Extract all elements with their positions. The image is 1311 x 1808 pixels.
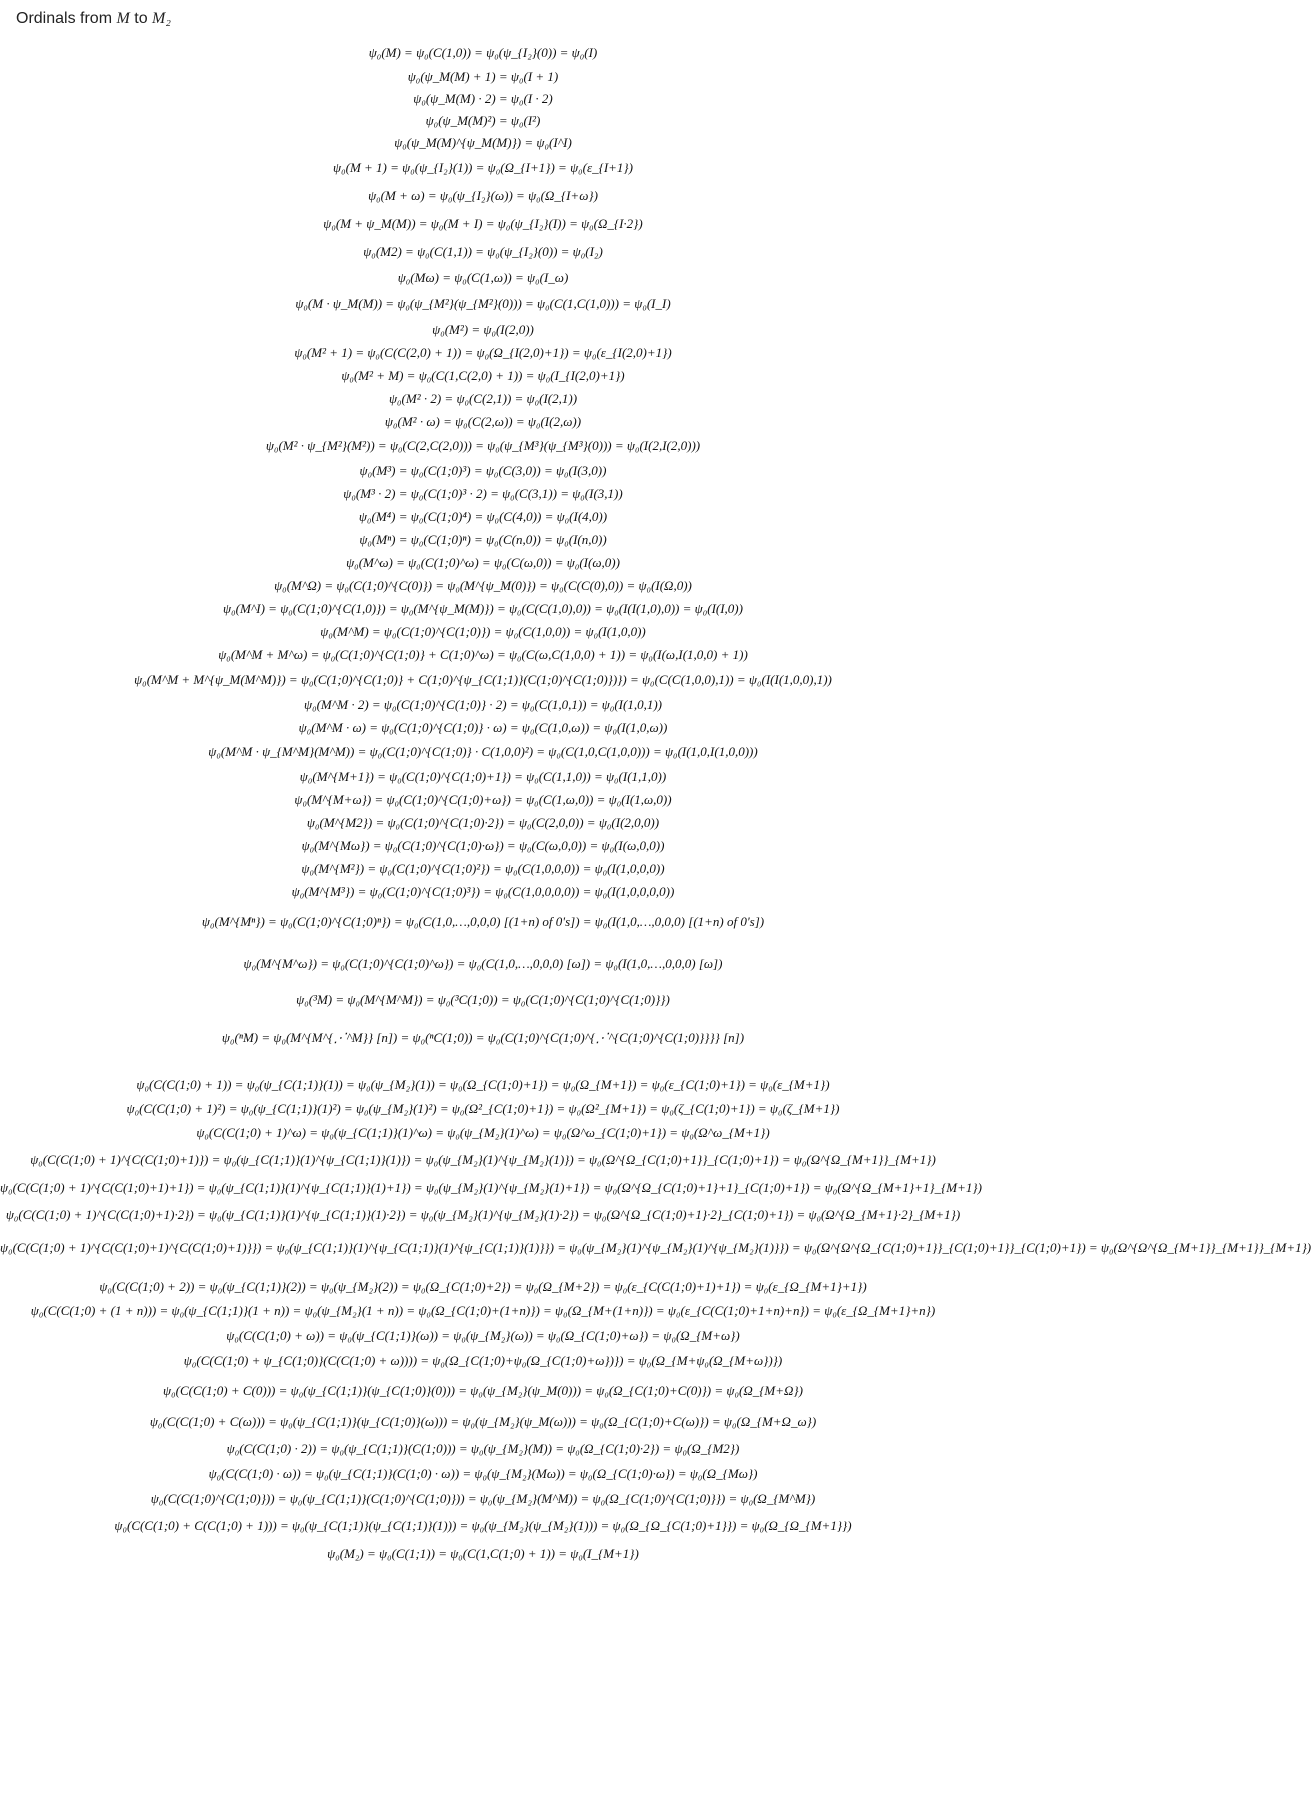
equation-line: ψ₀(M^M + M^ω) = ψ₀(C(1;0)^{C(1;0)} + C(1;0)^ω) = ψ₀(C(ω,C(1,0,0) + 1)) = ψ₀(I(ω,I(1,0,0) + 1)) (218, 647, 748, 662)
equation-line: ψ₀(C(C(1;0) + 1)^{C(C(1;0)+1)^{C(C(1;0)+1)}}) = ψ₀(ψ_{C(1;1)}(1)^{ψ_{C(1;1)}(1)^{ψ_{C(1;1)}(1)}}) = ψ₀(ψ_{M₂}(1)^{ψ_{M₂}(1)^{ψ_{M₂}(1)}}) = ψ₀(Ω^{Ω^{Ω_{C(1;0)+1}}_{C(1;0)+1}}_{C(1;0)+1}) = ψ₀(Ω^{Ω^{Ω_{M+1}}_{M+1}}_{M+1}) (0, 1240, 1311, 1255)
equation-line: ψ₀(M^Ω) = ψ₀(C(1;0)^{C(0)}) = ψ₀(M^{ψ_M(0)}) = ψ₀(C(C(0),0)) = ψ₀(I(Ω,0)) (274, 578, 692, 593)
equation-line: ψ₀(M^M + M^{ψ_M(M^M)}) = ψ₀(C(1;0)^{C(1;0)} + C(1;0)^{ψ_{C(1;1)}(C(1;0)^{C(1;0)})}) = ψ₀(C(C(1,0,0),1)) = ψ₀(I(I(1,0,0),1)) (134, 672, 832, 687)
equation-line: ψ₀(C(C(1;0) + ω)) = ψ₀(ψ_{C(1;1)}(ω)) = ψ₀(ψ_{M₂}(ω)) = ψ₀(Ω_{C(1;0)+ω}) = ψ₀(Ω_{M+ω}) (226, 1328, 740, 1343)
equation-line: ψ₀(C(C(1;0) + C(C(1;0) + 1))) = ψ₀(ψ_{C(1;1)}(ψ_{C(1;1)}(1))) = ψ₀(ψ_{M₂}(ψ_{M₂}(1))) = ψ₀(Ω_{Ω_{C(1;0)+1}}) = ψ₀(Ω_{Ω_{M+1}}) (114, 1518, 852, 1533)
equation-line: ψ₀(C(C(1;0) + 1)^{C(C(1;0)+1)}) = ψ₀(ψ_{C(1;1)}(1)^{ψ_{C(1;1)}(1)}) = ψ₀(ψ_{M₂}(1)^{ψ_{M₂}(1)}) = ψ₀(Ω^{Ω_{C(1;0)+1}}_{C(1;0)+1}) = ψ₀(Ω^{Ω_{M+1}}_{M+1}) (30, 1152, 936, 1167)
equation-line: ψ₀(C(C(1;0) + 1)²) = ψ₀(ψ_{C(1;1)}(1)²) = ψ₀(ψ_{M₂}(1)²) = ψ₀(Ω²_{C(1;0)+1}) = ψ₀(Ω²_{M+1}) = ψ₀(ζ_{C(1;0)+1}) = ψ₀(ζ_{M+1}) (126, 1101, 840, 1116)
equation-line: ψ₀(M + 1) = ψ₀(ψ_{I₂}(1)) = ψ₀(Ω_{I+1}) = ψ₀(ε_{I+1}) (333, 160, 633, 175)
equation-line: ψ₀(M² + M) = ψ₀(C(1,C(2,0) + 1)) = ψ₀(I_{I(2,0)+1}) (341, 368, 625, 383)
equation-line: ψ₀(C(C(1;0) + (1 + n))) = ψ₀(ψ_{C(1;1)}(1 + n)) = ψ₀(ψ_{M₂}(1 + n)) = ψ₀(Ω_{C(1;0)+(1+n)}) = ψ₀(Ω_{M+(1+n)}) = ψ₀(ε_{C(C(1;0)+1+n)+n}) = ψ₀(ε_{Ω_{M+1}+n}) (30, 1303, 936, 1318)
equation-line: ψ₀(M² · ω) = ψ₀(C(2,ω)) = ψ₀(I(2,ω)) (384, 414, 582, 429)
equation-line: ψ₀(C(C(1;0) + ψ_{C(1;0)}(C(C(1;0) + ω)))) = ψ₀(Ω_{C(1;0)+ψ₀(Ω_{C(1;0)+ω})}) = ψ₀(Ω_{M+ψ₀(Ω_{M+ω})}) (183, 1353, 783, 1368)
equation-line: ψ₀(C(C(1;0) + 2)) = ψ₀(ψ_{C(1;1)}(2)) = ψ₀(ψ_{M₂}(2)) = ψ₀(Ω_{C(1;0)+2}) = ψ₀(Ω_{M+2}) = ψ₀(ε_{C(C(1;0)+1)+1}) = ψ₀(ε_{Ω_{M+1}+1}) (99, 1279, 867, 1294)
title-from: M (116, 10, 130, 27)
equation-line: ψ₀(M^{M³}) = ψ₀(C(1;0)^{C(1;0)³}) = ψ₀(C(1,0,0,0,0)) = ψ₀(I(1,0,0,0,0)) (291, 884, 675, 899)
equation-line: ψ₀(C(C(1;0) · ω)) = ψ₀(ψ_{C(1;1)}(C(1;0) · ω)) = ψ₀(ψ_{M₂}(Mω)) = ψ₀(Ω_{C(1;0)·ω}) = ψ₀(Ω_{Mω}) (208, 1466, 758, 1481)
equation-line: ψ₀(M^I) = ψ₀(C(1;0)^{C(1,0)}) = ψ₀(M^{ψ_M(M)}) = ψ₀(C(C(1,0),0)) = ψ₀(I(I(1,0),0)) = ψ₀(I(I,0)) (223, 601, 743, 616)
equation-line: ψ₀(M⁴) = ψ₀(C(1;0)⁴) = ψ₀(C(4,0)) = ψ₀(I(4,0)) (358, 509, 608, 524)
equation-line: ψ₀(M^{M2}) = ψ₀(C(1;0)^{C(1;0)·2}) = ψ₀(C(2,0,0)) = ψ₀(I(2,0,0)) (306, 815, 660, 830)
equation-line: ψ₀(M₂) = ψ₀(C(1;1)) = ψ₀(C(1,C(1;0) + 1)) = ψ₀(I_{M+1}) (327, 1546, 639, 1561)
equation-line: ψ₀(M^M) = ψ₀(C(1;0)^{C(1;0)}) = ψ₀(C(1,0,0)) = ψ₀(I(1,0,0)) (320, 624, 646, 639)
equation-line: ψ₀(ⁿM) = ψ₀(M^{M^{⋰^M}} [n]) = ψ₀(ⁿC(1;0)) = ψ₀(C(1;0)^{C(1;0)^{⋰^{C(1;0)^{C(1;0)}}}} [n]) (221, 1030, 745, 1045)
title-to-word: to (129, 10, 153, 27)
equation-line: ψ₀(ψ_M(M)^{ψ_M(M)}) = ψ₀(I^I) (394, 135, 572, 150)
equation-line: ψ₀(C(C(1;0) · 2)) = ψ₀(ψ_{C(1;1)}(C(1;0))) = ψ₀(ψ_{M₂}(M)) = ψ₀(Ω_{C(1;0)·2}) = ψ₀(Ω_{M2}) (226, 1441, 740, 1456)
equation-line: ψ₀(C(C(1;0)^{C(1;0)})) = ψ₀(ψ_{C(1;1)}(C(1;0)^{C(1;0)})) = ψ₀(ψ_{M₂}(M^M)) = ψ₀(Ω_{C(1;0)^{C(1;0)}}) = ψ₀(Ω_{M^M}) (150, 1491, 816, 1506)
equation-line: ψ₀(M^ω) = ψ₀(C(1;0)^ω) = ψ₀(C(ω,0)) = ψ₀(I(ω,0)) (346, 555, 620, 570)
equation-line: ψ₀(M² + 1) = ψ₀(C(C(2,0) + 1)) = ψ₀(Ω_{I(2,0)+1}) = ψ₀(ε_{I(2,0)+1}) (294, 345, 672, 360)
equation-line: ψ₀(M^M · ψ_{M^M}(M^M)) = ψ₀(C(1;0)^{C(1;0)} · C(1,0,0)²) = ψ₀(C(1,0,C(1,0,0))) = ψ₀(I(1,0,I(1,0,0))) (208, 744, 758, 759)
equation-line: ψ₀(M) = ψ₀(C(1,0)) = ψ₀(ψ_{I₂}(0)) = ψ₀(I) (368, 45, 598, 60)
equation-line: ψ₀(C(C(1;0) + 1)) = ψ₀(ψ_{C(1;1)}(1)) = ψ₀(ψ_{M₂}(1)) = ψ₀(Ω_{C(1;0)+1}) = ψ₀(Ω_{M+1}) = ψ₀(ε_{C(1;0)+1}) = ψ₀(ε_{M+1}) (136, 1077, 830, 1092)
equation-line: ψ₀(M^{M²}) = ψ₀(C(1;0)^{C(1;0)²}) = ψ₀(C(1,0,0,0)) = ψ₀(I(1,0,0,0)) (301, 861, 665, 876)
equation-line: ψ₀(M^{Mω}) = ψ₀(C(1;0)^{C(1;0)·ω}) = ψ₀(C(ω,0,0)) = ψ₀(I(ω,0,0)) (301, 838, 665, 853)
equation-line: ψ₀(C(C(1;0) + 1)^{C(C(1;0)+1)+1}) = ψ₀(ψ_{C(1;1)}(1)^{ψ_{C(1;1)}(1)+1}) = ψ₀(ψ_{M₂}(1)^{ψ_{M₂}(1)+1}) = ψ₀(Ω^{Ω_{C(1;0)+1}+1}_{C(1;0)+1}) = ψ₀(Ω^{Ω_{M+1}+1}_{M+1}) (0, 1180, 982, 1195)
equation-line: ψ₀(C(C(1;0) + C(0))) = ψ₀(ψ_{C(1;1)}(ψ_{C(1;0)}(0))) = ψ₀(ψ_{M₂}(ψ_M(0))) = ψ₀(Ω_{C(1;0)+C(0)}) = ψ₀(Ω_{M+Ω}) (163, 1383, 803, 1398)
equation-line: ψ₀(M^{M^ω}) = ψ₀(C(1;0)^{C(1;0)^ω}) = ψ₀(C(1,0,…,0,0,0) [ω]) = ψ₀(I(1,0,…,0,0,0) [ω]) (243, 956, 723, 971)
equation-line: ψ₀(C(C(1;0) + C(ω))) = ψ₀(ψ_{C(1;1)}(ψ_{C(1;0)}(ω))) = ψ₀(ψ_{M₂}(ψ_M(ω))) = ψ₀(Ω_{C(1;0)+C(ω)}) = ψ₀(Ω_{M+Ω_ω}) (149, 1414, 817, 1429)
equation-line: ψ₀(M²) = ψ₀(I(2,0)) (432, 322, 534, 337)
equation-line: ψ₀(M^{Mⁿ}) = ψ₀(C(1;0)^{C(1;0)ⁿ}) = ψ₀(C(1,0,…,0,0,0) [(1+n) of 0's]) = ψ₀(I(1,0,…,0,0,0) [(1+n) of 0's]) (201, 914, 765, 929)
equation-line: ψ₀(ψ_M(M) · 2) = ψ₀(I · 2) (413, 91, 553, 106)
equation-line: ψ₀(M · ψ_M(M)) = ψ₀(ψ_{M²}(ψ_{M²}(0))) = ψ₀(C(1,C(1,0))) = ψ₀(I_I) (295, 296, 671, 311)
page-title (16, 10, 171, 28)
equation-line: ψ₀(C(C(1;0) + 1)^{C(C(1;0)+1)·2}) = ψ₀(ψ_{C(1;1)}(1)^{ψ_{C(1;1)}(1)·2}) = ψ₀(ψ_{M₂}(1)^{ψ_{M₂}(1)·2}) = ψ₀(Ω^{Ω_{C(1;0)+1}·2}_{C(1;0)+1}) = ψ₀(Ω^{Ω_{M+1}·2}_{M+1}) (5, 1207, 961, 1222)
equation-line: ψ₀(³M) = ψ₀(M^{M^M}) = ψ₀(³C(1;0)) = ψ₀(C(1;0)^{C(1;0)^{C(1;0)}}) (296, 992, 670, 1007)
title-to: M₂ (152, 10, 171, 27)
equation-line: ψ₀(M^M · ω) = ψ₀(C(1;0)^{C(1;0)} · ω) = ψ₀(C(1,0,ω)) = ψ₀(I(1,0,ω)) (298, 720, 668, 735)
equation-line: ψ₀(M³ · 2) = ψ₀(C(1;0)³ · 2) = ψ₀(C(3,1)) = ψ₀(I(3,1)) (343, 486, 623, 501)
equation-line: ψ₀(M + ω) = ψ₀(ψ_{I₂}(ω)) = ψ₀(Ω_{I+ω}) (368, 188, 598, 203)
equation-line: ψ₀(ψ_M(M)²) = ψ₀(I²) (425, 113, 541, 128)
equation-line: ψ₀(M^M · 2) = ψ₀(C(1;0)^{C(1;0)} · 2) = ψ₀(C(1,0,1)) = ψ₀(I(1,0,1)) (304, 697, 662, 712)
equation-line: ψ₀(M^{M+ω}) = ψ₀(C(1;0)^{C(1;0)+ω}) = ψ₀(C(1,ω,0)) = ψ₀(I(1,ω,0)) (294, 792, 672, 807)
equation-line: ψ₀(M2) = ψ₀(C(1,1)) = ψ₀(ψ_{I₂}(0)) = ψ₀(I₂) (363, 244, 603, 259)
equation-line: ψ₀(ψ_M(M) + 1) = ψ₀(I + 1) (407, 69, 559, 84)
equation-line: ψ₀(Mⁿ) = ψ₀(C(1;0)ⁿ) = ψ₀(C(n,0)) = ψ₀(I(n,0)) (359, 532, 607, 547)
equation-line: ψ₀(Mω) = ψ₀(C(1,ω)) = ψ₀(I_ω) (397, 270, 569, 285)
equation-line: ψ₀(M³) = ψ₀(C(1;0)³) = ψ₀(C(3,0)) = ψ₀(I(3,0)) (359, 463, 607, 478)
title-prefix: Ordinals from (16, 10, 117, 27)
equation-line: ψ₀(M² · ψ_{M²}(M²)) = ψ₀(C(2,C(2,0))) = ψ₀(ψ_{M³}(ψ_{M³}(0))) = ψ₀(I(2,I(2,0))) (265, 438, 701, 453)
equation-line: ψ₀(M^{M+1}) = ψ₀(C(1;0)^{C(1;0)+1}) = ψ₀(C(1,1,0)) = ψ₀(I(1,1,0)) (299, 769, 667, 784)
equation-line: ψ₀(C(C(1;0) + 1)^ω) = ψ₀(ψ_{C(1;1)}(1)^ω) = ψ₀(ψ_{M₂}(1)^ω) = ψ₀(Ω^ω_{C(1;0)+1}) = ψ₀(Ω^ω_{M+1}) (196, 1125, 770, 1140)
equation-line: ψ₀(M + ψ_M(M)) = ψ₀(M + I) = ψ₀(ψ_{I₂}(I)) = ψ₀(Ω_{I·2}) (323, 216, 643, 231)
equation-line: ψ₀(M² · 2) = ψ₀(C(2,1)) = ψ₀(I(2,1)) (388, 391, 578, 406)
